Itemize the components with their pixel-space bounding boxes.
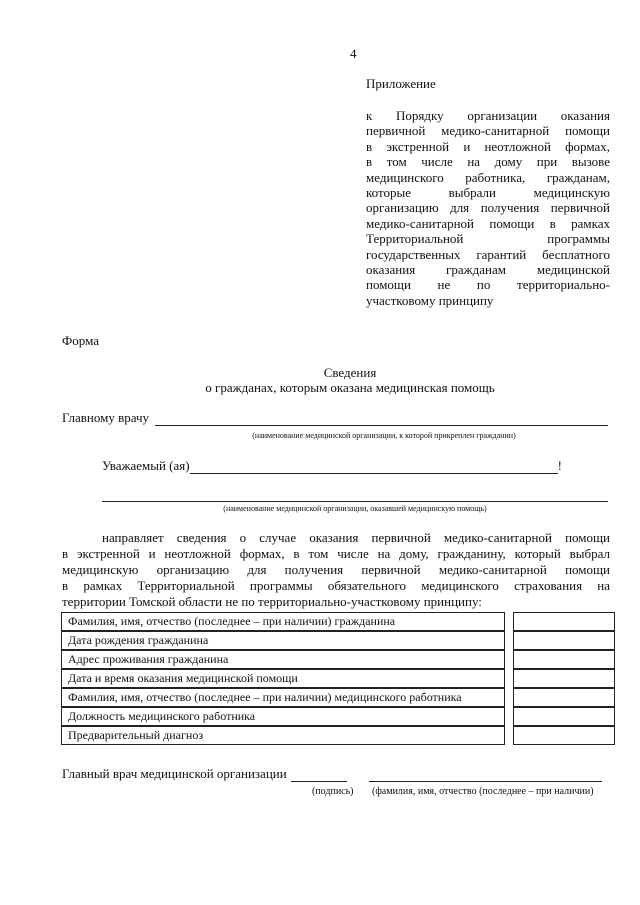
greeting-input-line[interactable] [190,460,558,474]
row-label: Дата рождения гражданина [61,631,505,650]
body-line: в экстренной и неотложной формах, в том числе на дому, гражданину, который выбрал [62,546,610,561]
appendix-line: государственных гарантий бесплатного [366,246,610,262]
body-line: территории Томской области не по территориально-участковому принципу: [62,594,482,609]
appendix-line: в экстренной и неотложной формах, [366,138,610,154]
row-value-field[interactable] [513,707,615,726]
organization-input-line[interactable] [102,488,608,502]
greeting-row [102,458,562,474]
greeting-label: Уважаемый (ая) [102,458,190,473]
info-table [61,612,615,745]
row-label: Адрес проживания гражданина [61,650,505,669]
appendix-line: медицинского работника, гражданам, [366,169,610,185]
table-row [61,650,615,669]
addressee-caption: (наименование медицинской организации, к которой прикреплен гражданин) [252,431,516,440]
appendix-line: в том числе на дому при вызове [366,154,610,170]
row-label: Дата и время оказания медицинской помощи [61,669,505,688]
body-paragraph [62,530,610,610]
signature-label: Главный врач медицинской организации [62,766,287,781]
greeting-exclamation: ! [557,458,562,473]
row-label: Фамилия, имя, отчество (последнее – при наличии) медицинского работника [61,688,505,707]
page-number: 4 [350,46,357,61]
row-value-field[interactable] [513,650,615,669]
table-row [61,726,615,745]
signature-caption: (подпись) [312,786,354,797]
appendix-line: оказания гражданам медицинской [366,262,610,278]
row-label: Фамилия, имя, отчество (последнее – при наличии) гражданина [61,612,505,631]
appendix-text [366,108,610,308]
body-line: в рамках Территориальной программы обязательного медицинского страхования на [62,578,610,593]
addressee-row [62,410,608,426]
appendix-title: Приложение [366,76,436,91]
addressee-input-line[interactable] [155,412,608,426]
table-row [61,688,615,707]
appendix-line: которые выбрали медицинскую [366,185,610,201]
addressee-label: Главному врачу [62,410,150,425]
appendix-line: участковому принципу [366,292,494,308]
row-value-field[interactable] [513,669,615,688]
form-label: Форма [62,333,99,348]
row-label: Предварительный диагноз [61,726,505,745]
appendix-line: организацию для получения первичной [366,200,610,216]
table-row [61,612,615,631]
document-title: Сведения [323,365,377,380]
appendix-line: первичной медико-санитарной помощи [366,123,610,139]
table-row [61,669,615,688]
full-name-input-line[interactable] [369,768,602,782]
appendix-line: Территориальной программы [366,231,610,247]
organization-caption: (наименование медицинской организации, оказавшей медицинскую помощь) [223,504,487,513]
full-name-caption: (фамилия, имя, отчество (последнее – при наличии) [372,786,594,797]
table-row [61,631,615,650]
row-value-field[interactable] [513,612,615,631]
signature-row [62,766,608,782]
signature-input-line[interactable] [291,768,347,782]
row-label: Должность медицинского работника [61,707,505,726]
row-value-field[interactable] [513,631,615,650]
document-subtitle: о гражданах, которым оказана медицинская помощь [205,380,495,395]
row-value-field[interactable] [513,688,615,707]
body-line: медицинскую организацию для получения первичной медико-санитарной помощи [62,562,610,577]
row-value-field[interactable] [513,726,615,745]
appendix-line: медико-санитарной помощи в рамках [366,215,610,231]
appendix-line: к Порядку организации оказания [366,108,610,123]
appendix-line: помощи не по территориально- [366,277,610,293]
table-row [61,707,615,726]
body-line: направляет сведения о случае оказания первичной медико-санитарной помощи [102,530,610,545]
